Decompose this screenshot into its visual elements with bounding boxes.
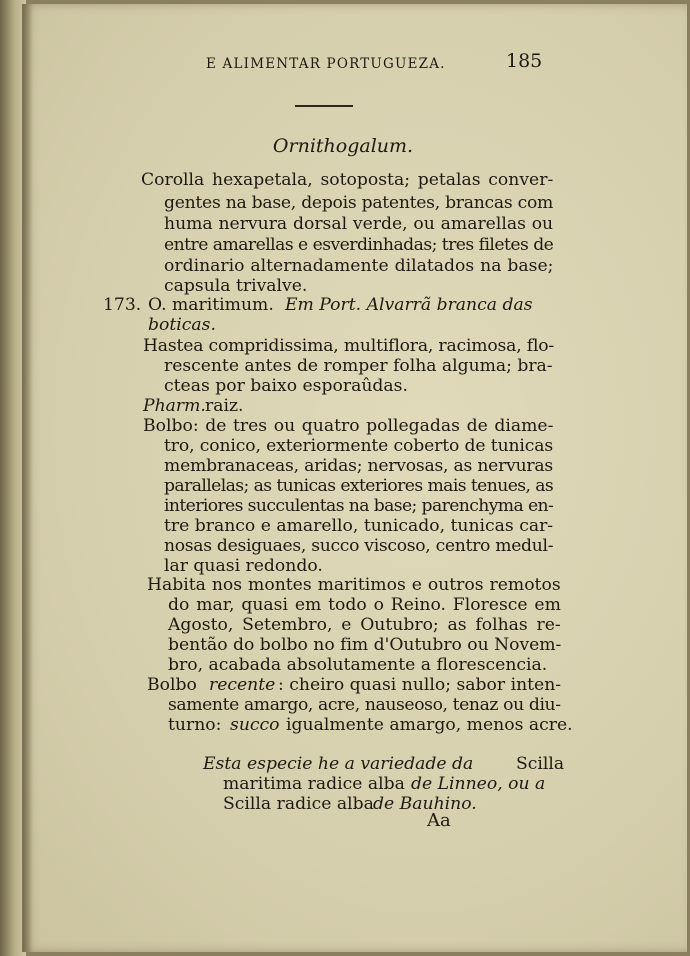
text-line-italic: succo	[230, 715, 280, 735]
pharm-label: Pharm.	[143, 396, 206, 416]
text-line: membranaceas, aridas; nervosas, as nervuras	[164, 456, 554, 476]
text-line: nosas desiguaes, succo viscoso, centro medul-	[164, 536, 554, 556]
section-title: Ornithogalum.	[272, 135, 414, 157]
text-line: Corolla hexapetala, sotoposta; petalas conver-	[141, 170, 554, 190]
pharm-value: raiz.	[205, 396, 244, 416]
running-head: E ALIMENTAR PORTUGUEZA.	[206, 56, 446, 72]
text-line: Habita nos montes maritimos e outros remotos	[147, 575, 561, 595]
common-name: Em Port. Alvarrã branca das	[285, 295, 533, 315]
note-line: Scilla	[516, 754, 565, 774]
note-line: maritima radice alba	[223, 774, 405, 794]
common-name-cont: boticas.	[148, 315, 216, 335]
text-line: samente amargo, acre, nauseoso, tenaz ou diu-	[168, 695, 561, 715]
text-line: interiores succulentas na base; parenchyma en-	[164, 496, 554, 516]
text-line: igualmente amargo, menos acre.	[286, 715, 573, 735]
note-line-italic: de Linneo, ou a	[411, 774, 546, 794]
note-line-italic: de Bauhino.	[373, 794, 477, 814]
text-line: do mar, quasi em todo o Reino. Floresce em	[168, 595, 561, 615]
text-line: cteas por baixo esporaûdas.	[164, 376, 408, 396]
text-line: parallelas; as tunicas exteriores mais tenues, as	[164, 476, 554, 496]
text-line: bro, acabada absolutamente a florescencia.	[168, 655, 548, 675]
text-line: huma nervura dorsal verde, ou amarellas ou	[164, 214, 554, 234]
text-line: Agosto, Setembro, e Outubro; as folhas re-	[168, 615, 561, 635]
species-name: O. maritimum.	[148, 295, 274, 315]
text-line: turno:	[168, 715, 222, 735]
text-line: gentes na base, depois patentes, brancas com	[164, 193, 554, 213]
text-line: lar quasi redondo.	[164, 556, 323, 576]
text-line: rescente antes de romper folha alguma; bra-	[164, 356, 553, 376]
page-number: 185	[506, 50, 543, 72]
text-line: Hastea compridissima, multiflora, racimosa, flo-	[143, 336, 555, 356]
text-line: : cheiro quasi nullo; sabor inten-	[278, 675, 562, 695]
text-line: bentão do bolbo no fim d'Outubro ou Novem-	[168, 635, 562, 655]
text-line-italic: recente	[209, 675, 276, 695]
text-line: capsula trivalve.	[164, 276, 308, 296]
text-line: Bolbo: de tres ou quatro pollegadas de diame-	[143, 416, 554, 436]
catchword: Aa	[427, 810, 451, 831]
text-line: tre branco e amarello, tunicado, tunicas car-	[164, 516, 554, 536]
book-page	[22, 4, 687, 952]
entry-number: 173.	[103, 295, 142, 315]
text-line: ordinario alternadamente dilatados na base;	[164, 256, 554, 276]
note-line: Scilla radice alba	[223, 794, 374, 814]
text-line: entre amarellas e esverdinhadas; tres filetes de	[164, 235, 554, 255]
text-line: Bolbo	[147, 675, 197, 695]
ornamental-rule	[295, 105, 353, 107]
note-line-italic: Esta especie he a variedade da	[203, 754, 474, 774]
text-line: tro, conico, exteriormente coberto de tunicas	[164, 436, 554, 456]
